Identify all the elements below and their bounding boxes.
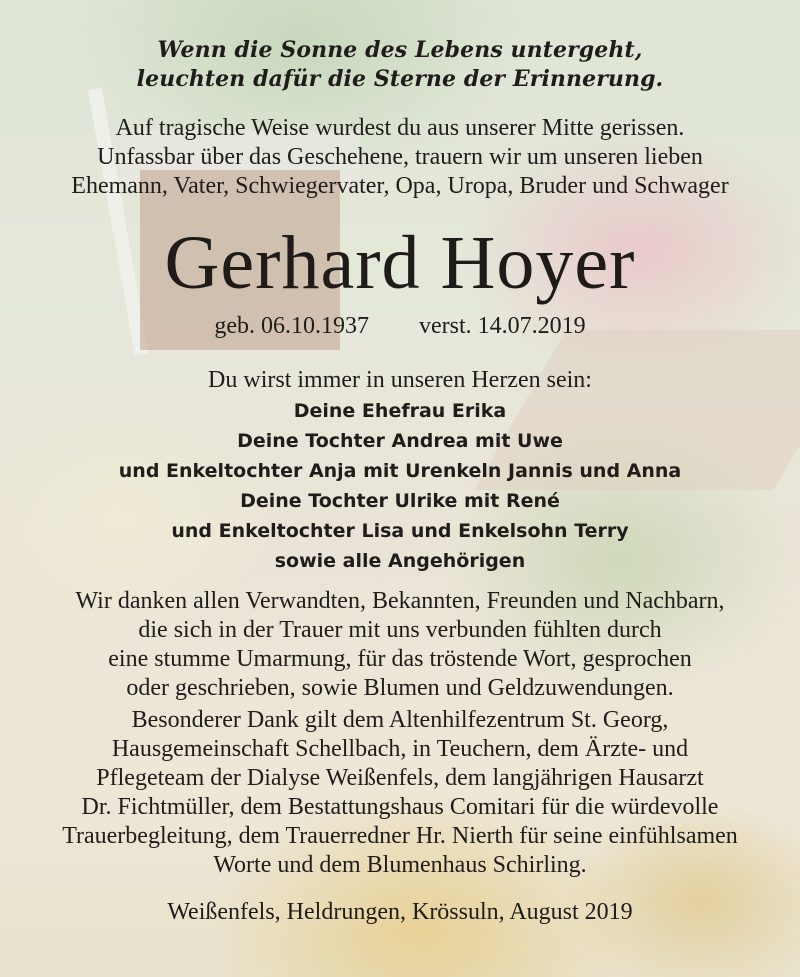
thanks-line: Wir danken allen Verwandten, Bekannten, Freunden und Nachbarn, — [75, 588, 725, 614]
intro-text — [0, 114, 800, 201]
heart-line: Du wirst immer in unseren Herzen sein: — [208, 367, 592, 393]
intro-line: Unfassbar über das Geschehene, trauern wir um unseren lieben — [97, 144, 703, 170]
thanks-line: oder geschrieben, sowie Blumen und Geldzuwendungen. — [126, 675, 674, 701]
motto — [0, 36, 800, 94]
motto-line: leuchten dafür die Sterne der Erinnerung. — [136, 66, 664, 92]
special-thanks-line: Besonderer Dank gilt dem Altenhilfezentrum St. Georg, — [131, 707, 669, 733]
family-line: sowie alle Angehörigen — [274, 550, 526, 572]
family-list — [0, 396, 800, 576]
thanks-paragraph — [0, 587, 800, 703]
family-line: Deine Ehefrau Erika — [293, 400, 507, 422]
intro-line: Auf tragische Weise wurdest du aus unserer Mitte gerissen. — [115, 115, 685, 141]
thanks-line: die sich in der Trauer mit uns verbunden fühlten durch — [138, 617, 662, 643]
death-date: verst. 14.07.2019 — [419, 313, 586, 339]
life-dates — [0, 312, 800, 341]
thanks-line: eine stumme Umarmung, für das tröstende Wort, gesprochen — [108, 646, 692, 672]
deceased-name: Gerhard Hoyer — [164, 221, 636, 305]
family-line: Deine Tochter Ulrike mit René — [240, 490, 560, 512]
family-line: und Enkeltochter Anja mit Urenkeln Jannis und Anna — [118, 460, 682, 482]
place-and-date: Weißenfels, Heldrungen, Krössuln, August 2019 — [167, 899, 633, 925]
special-thanks-line: Pflegeteam der Dialyse Weißenfels, dem langjährigen Hausarzt — [96, 765, 704, 791]
special-thanks-line: Dr. Fichtmüller, dem Bestattungshaus Comitari für die würdevolle — [81, 794, 719, 820]
family-line: und Enkeltochter Lisa und Enkelsohn Terry — [171, 520, 629, 542]
special-thanks-line: Worte und dem Blumenhaus Schirling. — [213, 852, 587, 878]
family-line: Deine Tochter Andrea mit Uwe — [237, 430, 563, 452]
special-thanks-line: Trauerbegleitung, dem Trauerredner Hr. Nierth für seine einfühlsamen — [62, 823, 738, 849]
special-thanks-paragraph — [0, 706, 800, 880]
motto-line: Wenn die Sonne des Lebens untergeht, — [157, 37, 643, 63]
special-thanks-line: Hausgemeinschaft Schellbach, in Teuchern, dem Ärzte- und — [111, 736, 689, 762]
birth-date: geb. 06.10.1937 — [214, 313, 369, 339]
intro-line: Ehemann, Vater, Schwiegervater, Opa, Uropa, Bruder und Schwager — [71, 173, 729, 199]
